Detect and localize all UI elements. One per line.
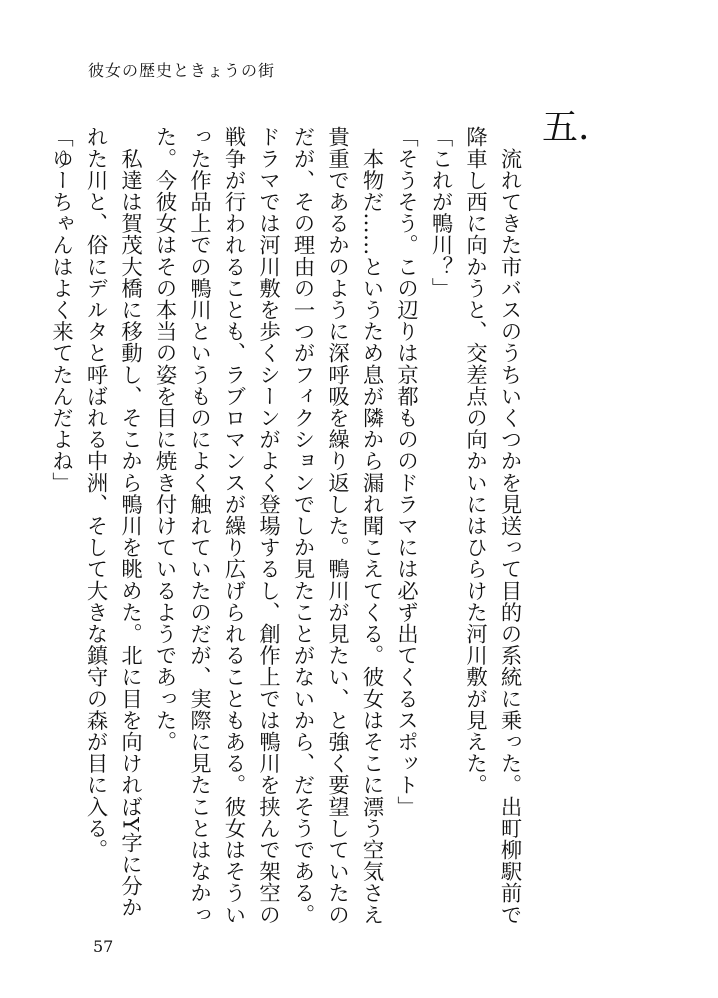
chapter-heading: 五. (542, 107, 590, 148)
paragraph: 本物だ……というため息が隣から漏れ聞こえてくる。彼女はそこに漂う空気さえ貴重であるかのように深呼吸を繰り返した。鴨川が見たい、と強く要望していたのだが、その理由の一つがフィクションでしか見たことがないから、だそうである。ドラマでは河川敷を歩くシーンがよく登場するし、創作上では鴨川を挟んで架空の戦争が行われることも、ラブロマンスが繰り広げられることもある。彼女はそういった作品上での鴨川というものによく触れていたのだが、実際に見たことはなかった。今彼女はその本当の姿を目に焼き付けているようであった。 (152, 126, 384, 926)
paragraph: 私達は賀茂大橋に移動し、そこから鴨川を眺めた。北に目を向ければY字に分かれた川と、俗にデルタと呼ばれる中洲、そして大きな鎮守の森が目に入る。 (83, 126, 143, 918)
body-text (48, 126, 526, 928)
page-number: 57 (93, 937, 114, 956)
dialogue-line: 「そうそう。この辺りは京都もののドラマには必ず出てくるスポット」 (393, 126, 419, 818)
running-head: 彼女の歴史ときょうの街 (88, 61, 276, 80)
dialogue-line: 「これが鴨川？」 (428, 126, 453, 299)
paragraph: 流れてきた市バスのうちいくつかを見送って目的の系統に乗った。出町柳駅前で降車し西に向かうと、交差点の向かいにはひらけた河川敷が見えた。 (462, 126, 522, 926)
dialogue-line: 「ゆーちゃんはよく来てたんだよね」 (48, 126, 74, 494)
